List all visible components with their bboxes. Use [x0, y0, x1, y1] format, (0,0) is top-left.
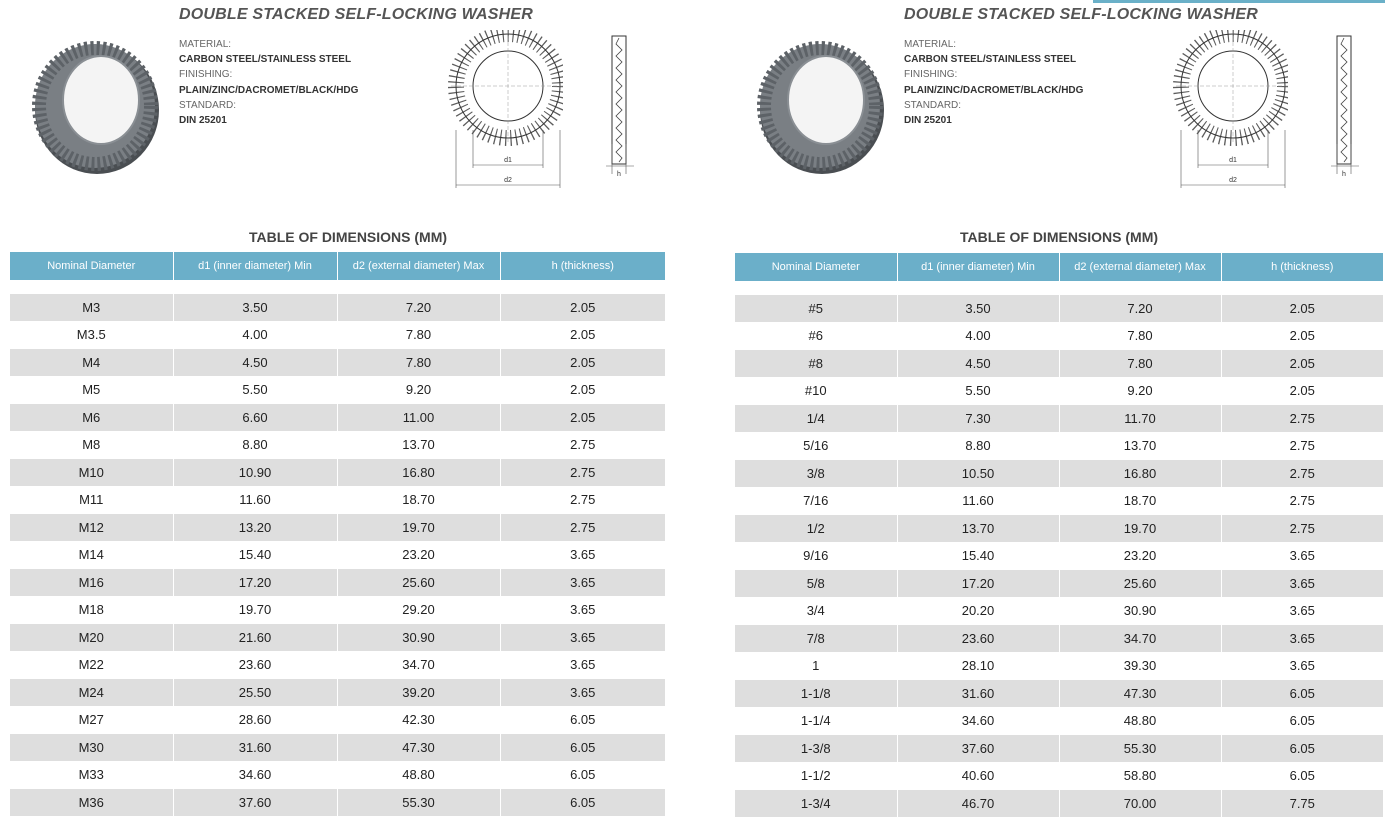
- washer-side-drawing: [1331, 34, 1363, 178]
- table-row: [735, 707, 1383, 735]
- d2-label: d2: [504, 177, 512, 184]
- cell-thickness: 3.65: [1221, 542, 1383, 570]
- table-row: [735, 597, 1383, 625]
- cell-thickness: 6.05: [1221, 680, 1383, 708]
- cell-inner-diameter: 4.00: [897, 322, 1059, 350]
- finishing-value: PLAIN/ZINC/DACROMET/BLACK/HDG: [179, 84, 359, 96]
- cell-nominal-diameter: 5/16: [735, 432, 897, 460]
- table-row: [10, 624, 665, 652]
- material-label: MATERIAL:: [904, 39, 957, 50]
- cell-nominal-diameter: M10: [10, 459, 173, 487]
- cell-thickness: 6.05: [500, 761, 665, 789]
- cell-external-diameter: 47.30: [337, 734, 500, 762]
- table-row: [735, 487, 1383, 515]
- cell-external-diameter: 23.20: [337, 541, 500, 569]
- column-header-external-diameter: d2 (external diameter) Max: [1059, 253, 1221, 281]
- table-row: [10, 294, 665, 322]
- cell-thickness: 2.05: [1221, 322, 1383, 350]
- material-value: CARBON STEEL/STAINLESS STEEL: [179, 54, 352, 66]
- cell-nominal-diameter: M3: [10, 294, 173, 322]
- dimensions-table: [735, 253, 1383, 818]
- table-row: [735, 405, 1383, 433]
- table-row: [735, 460, 1383, 488]
- inch-washer-panel: [735, 0, 1391, 832]
- table-row: [735, 377, 1383, 405]
- cell-inner-diameter: 25.50: [173, 679, 337, 707]
- cell-nominal-diameter: #5: [735, 295, 897, 323]
- table-row: [735, 790, 1383, 818]
- cell-external-diameter: 30.90: [1059, 597, 1221, 625]
- table-row: [735, 762, 1383, 790]
- table-row: [10, 569, 665, 597]
- finishing-label: FINISHING:: [179, 69, 233, 81]
- washer-front-drawing: [443, 30, 563, 190]
- cell-external-diameter: 34.70: [337, 651, 500, 679]
- cell-nominal-diameter: M3.5: [10, 321, 173, 349]
- metric-washer-panel: [10, 0, 670, 832]
- cell-thickness: 2.05: [1221, 295, 1383, 323]
- cell-thickness: 2.75: [1221, 432, 1383, 460]
- cell-inner-diameter: 10.90: [173, 459, 337, 487]
- cell-nominal-diameter: 1-1/4: [735, 707, 897, 735]
- cell-external-diameter: 48.80: [1059, 707, 1221, 735]
- cell-thickness: 3.65: [500, 596, 665, 624]
- cell-nominal-diameter: 5/8: [735, 570, 897, 598]
- cell-external-diameter: 13.70: [337, 431, 500, 459]
- cell-inner-diameter: 7.30: [897, 405, 1059, 433]
- table-spacer-row: [10, 280, 665, 294]
- cell-nominal-diameter: 1-3/4: [735, 790, 897, 818]
- cell-external-diameter: 29.20: [337, 596, 500, 624]
- cell-external-diameter: 55.30: [1059, 735, 1221, 763]
- cell-external-diameter: 58.80: [1059, 762, 1221, 790]
- table-row: [10, 761, 665, 789]
- table-row: [10, 459, 665, 487]
- cell-external-diameter: 7.80: [337, 321, 500, 349]
- cell-nominal-diameter: M30: [10, 734, 173, 762]
- cell-external-diameter: 42.30: [337, 706, 500, 734]
- cell-inner-diameter: 28.10: [897, 652, 1059, 680]
- cell-thickness: 2.75: [1221, 487, 1383, 515]
- cell-inner-diameter: 23.60: [173, 651, 337, 679]
- d1-label: d1: [504, 157, 512, 164]
- cell-external-diameter: 19.70: [337, 514, 500, 542]
- cell-thickness: 2.05: [1221, 350, 1383, 378]
- d2-label: d2: [1229, 177, 1237, 184]
- cell-nominal-diameter: 9/16: [735, 542, 897, 570]
- finishing-value: PLAIN/ZINC/DACROMET/BLACK/HDG: [904, 84, 1084, 96]
- cell-nominal-diameter: M14: [10, 541, 173, 569]
- washer-photo: [25, 28, 165, 178]
- column-header-thickness: h (thickness): [500, 252, 665, 280]
- cell-external-diameter: 13.70: [1059, 432, 1221, 460]
- cell-inner-diameter: 21.60: [173, 624, 337, 652]
- cell-nominal-diameter: 1-1/8: [735, 680, 897, 708]
- table-row: [735, 542, 1383, 570]
- cell-inner-diameter: 37.60: [897, 735, 1059, 763]
- cell-inner-diameter: 28.60: [173, 706, 337, 734]
- cell-external-diameter: 16.80: [337, 459, 500, 487]
- cell-nominal-diameter: M5: [10, 376, 173, 404]
- cell-thickness: 3.65: [1221, 625, 1383, 653]
- cell-nominal-diameter: M16: [10, 569, 173, 597]
- cell-external-diameter: 48.80: [337, 761, 500, 789]
- cell-thickness: 6.05: [1221, 707, 1383, 735]
- table-row: [10, 514, 665, 542]
- table-row: [735, 295, 1383, 323]
- finishing-label: FINISHING:: [904, 69, 958, 81]
- cell-thickness: 3.65: [500, 651, 665, 679]
- cell-inner-diameter: 10.50: [897, 460, 1059, 488]
- cell-nominal-diameter: M6: [10, 404, 173, 432]
- cell-external-diameter: 39.30: [1059, 652, 1221, 680]
- cell-nominal-diameter: 7/16: [735, 487, 897, 515]
- material-label: MATERIAL:: [179, 39, 232, 50]
- cell-thickness: 3.65: [500, 679, 665, 707]
- table-row: [735, 350, 1383, 378]
- table-row: [10, 321, 665, 349]
- cell-thickness: 3.65: [500, 541, 665, 569]
- column-header-nominal-diameter: Nominal Diameter: [10, 252, 173, 280]
- cell-nominal-diameter: M12: [10, 514, 173, 542]
- standard-label: STANDARD:: [904, 99, 962, 111]
- cell-inner-diameter: 31.60: [897, 680, 1059, 708]
- cell-nominal-diameter: M11: [10, 486, 173, 514]
- cell-nominal-diameter: 1: [735, 652, 897, 680]
- cell-external-diameter: 7.20: [337, 294, 500, 322]
- standard-value: DIN 25201: [904, 115, 952, 127]
- cell-thickness: 2.75: [500, 431, 665, 459]
- cell-nominal-diameter: 1-3/8: [735, 735, 897, 763]
- table-row: [735, 322, 1383, 350]
- cell-nominal-diameter: #8: [735, 350, 897, 378]
- cell-inner-diameter: 37.60: [173, 789, 337, 817]
- cell-external-diameter: 47.30: [1059, 680, 1221, 708]
- cell-inner-diameter: 5.50: [897, 377, 1059, 405]
- table-row: [735, 570, 1383, 598]
- cell-inner-diameter: 34.60: [897, 707, 1059, 735]
- dimensions-table: [10, 252, 665, 817]
- cell-inner-diameter: 4.50: [173, 349, 337, 377]
- cell-nominal-diameter: M18: [10, 596, 173, 624]
- h-label: h: [1342, 171, 1346, 178]
- cell-nominal-diameter: 1-1/2: [735, 762, 897, 790]
- cell-thickness: 2.75: [1221, 515, 1383, 543]
- cell-inner-diameter: 4.00: [173, 321, 337, 349]
- table-row: [10, 376, 665, 404]
- cell-thickness: 3.65: [500, 569, 665, 597]
- cell-external-diameter: 9.20: [1059, 377, 1221, 405]
- table-row: [10, 404, 665, 432]
- table-header-row: [10, 252, 665, 280]
- table-row: [10, 486, 665, 514]
- cell-external-diameter: 7.80: [1059, 322, 1221, 350]
- cell-nominal-diameter: M33: [10, 761, 173, 789]
- table-row: [735, 515, 1383, 543]
- cell-inner-diameter: 8.80: [173, 431, 337, 459]
- standard-label: STANDARD:: [179, 99, 237, 111]
- cell-thickness: 6.05: [500, 706, 665, 734]
- washer-side-drawing: [606, 34, 638, 178]
- cell-inner-diameter: 19.70: [173, 596, 337, 624]
- cell-external-diameter: 11.70: [1059, 405, 1221, 433]
- cell-nominal-diameter: #6: [735, 322, 897, 350]
- column-header-inner-diameter: d1 (inner diameter) Min: [173, 252, 337, 280]
- cell-nominal-diameter: 7/8: [735, 625, 897, 653]
- cell-inner-diameter: 8.80: [897, 432, 1059, 460]
- column-header-thickness: h (thickness): [1221, 253, 1383, 281]
- cell-external-diameter: 23.20: [1059, 542, 1221, 570]
- cell-nominal-diameter: 1/2: [735, 515, 897, 543]
- cell-thickness: 2.75: [500, 486, 665, 514]
- column-header-nominal-diameter: Nominal Diameter: [735, 253, 897, 281]
- cell-thickness: 3.65: [1221, 570, 1383, 598]
- cell-inner-diameter: 20.20: [897, 597, 1059, 625]
- cell-external-diameter: 34.70: [1059, 625, 1221, 653]
- cell-external-diameter: 70.00: [1059, 790, 1221, 818]
- table-row: [735, 625, 1383, 653]
- cell-nominal-diameter: M20: [10, 624, 173, 652]
- cell-thickness: 3.65: [500, 624, 665, 652]
- cell-nominal-diameter: M27: [10, 706, 173, 734]
- cell-external-diameter: 19.70: [1059, 515, 1221, 543]
- table-row: [735, 735, 1383, 763]
- cell-nominal-diameter: M4: [10, 349, 173, 377]
- cell-external-diameter: 25.60: [337, 569, 500, 597]
- cell-external-diameter: 18.70: [337, 486, 500, 514]
- product-title: DOUBLE STACKED SELF-LOCKING WASHER: [179, 6, 534, 23]
- cell-inner-diameter: 6.60: [173, 404, 337, 432]
- table-spacer-row: [735, 281, 1383, 295]
- cell-thickness: 2.75: [500, 459, 665, 487]
- cell-external-diameter: 7.80: [337, 349, 500, 377]
- table-row: [10, 789, 665, 817]
- cell-thickness: 6.05: [500, 734, 665, 762]
- washer-front-drawing: [1168, 30, 1288, 190]
- cell-thickness: 2.05: [1221, 377, 1383, 405]
- cell-thickness: 2.05: [500, 404, 665, 432]
- cell-thickness: 6.05: [500, 789, 665, 817]
- cell-inner-diameter: 5.50: [173, 376, 337, 404]
- table-row: [10, 431, 665, 459]
- column-header-inner-diameter: d1 (inner diameter) Min: [897, 253, 1059, 281]
- cell-inner-diameter: 31.60: [173, 734, 337, 762]
- h-label: h: [617, 171, 621, 178]
- standard-value: DIN 25201: [179, 115, 227, 127]
- table-row: [10, 734, 665, 762]
- cell-nominal-diameter: #10: [735, 377, 897, 405]
- d1-label: d1: [1229, 157, 1237, 164]
- cell-nominal-diameter: 3/4: [735, 597, 897, 625]
- cell-external-diameter: 39.20: [337, 679, 500, 707]
- cell-thickness: 2.75: [1221, 460, 1383, 488]
- product-title: DOUBLE STACKED SELF-LOCKING WASHER: [904, 6, 1259, 23]
- cell-inner-diameter: 4.50: [897, 350, 1059, 378]
- cell-external-diameter: 16.80: [1059, 460, 1221, 488]
- cell-thickness: 7.75: [1221, 790, 1383, 818]
- cell-external-diameter: 9.20: [337, 376, 500, 404]
- cell-thickness: 2.75: [1221, 405, 1383, 433]
- cell-inner-diameter: 11.60: [897, 487, 1059, 515]
- cell-thickness: 3.65: [1221, 597, 1383, 625]
- product-specs: [904, 37, 1083, 128]
- cell-external-diameter: 25.60: [1059, 570, 1221, 598]
- table-row: [10, 706, 665, 734]
- cell-thickness: 2.05: [500, 294, 665, 322]
- cell-nominal-diameter: M8: [10, 431, 173, 459]
- cell-inner-diameter: 17.20: [897, 570, 1059, 598]
- cell-inner-diameter: 13.20: [173, 514, 337, 542]
- cell-external-diameter: 7.80: [1059, 350, 1221, 378]
- table-row: [10, 596, 665, 624]
- material-value: CARBON STEEL/STAINLESS STEEL: [904, 54, 1077, 66]
- table-row: [735, 432, 1383, 460]
- cell-external-diameter: 11.00: [337, 404, 500, 432]
- column-header-external-diameter: d2 (external diameter) Max: [337, 252, 500, 280]
- table-caption: TABLE OF DIMENSIONS (MM): [959, 229, 1159, 245]
- cell-thickness: 3.65: [1221, 652, 1383, 680]
- washer-photo: [750, 28, 890, 178]
- cell-thickness: 2.05: [500, 376, 665, 404]
- table-row: [10, 349, 665, 377]
- table-row: [735, 680, 1383, 708]
- cell-thickness: 2.05: [500, 349, 665, 377]
- cell-thickness: 2.75: [500, 514, 665, 542]
- table-caption: TABLE OF DIMENSIONS (MM): [248, 229, 448, 245]
- product-specs: [179, 37, 358, 128]
- cell-inner-diameter: 23.60: [897, 625, 1059, 653]
- cell-external-diameter: 55.30: [337, 789, 500, 817]
- table-row: [735, 652, 1383, 680]
- table-row: [10, 679, 665, 707]
- cell-external-diameter: 18.70: [1059, 487, 1221, 515]
- cell-external-diameter: 7.20: [1059, 295, 1221, 323]
- table-row: [10, 651, 665, 679]
- cell-nominal-diameter: M36: [10, 789, 173, 817]
- cell-inner-diameter: 3.50: [897, 295, 1059, 323]
- cell-thickness: 6.05: [1221, 762, 1383, 790]
- table-header-row: [735, 253, 1383, 281]
- cell-thickness: 2.05: [500, 321, 665, 349]
- cell-inner-diameter: 3.50: [173, 294, 337, 322]
- cell-inner-diameter: 13.70: [897, 515, 1059, 543]
- cell-nominal-diameter: 1/4: [735, 405, 897, 433]
- cell-external-diameter: 30.90: [337, 624, 500, 652]
- cell-inner-diameter: 34.60: [173, 761, 337, 789]
- cell-inner-diameter: 11.60: [173, 486, 337, 514]
- cell-inner-diameter: 15.40: [897, 542, 1059, 570]
- cell-nominal-diameter: 3/8: [735, 460, 897, 488]
- cell-inner-diameter: 17.20: [173, 569, 337, 597]
- cell-nominal-diameter: M24: [10, 679, 173, 707]
- cell-inner-diameter: 46.70: [897, 790, 1059, 818]
- table-row: [10, 541, 665, 569]
- cell-inner-diameter: 15.40: [173, 541, 337, 569]
- cell-thickness: 6.05: [1221, 735, 1383, 763]
- cell-nominal-diameter: M22: [10, 651, 173, 679]
- cell-inner-diameter: 40.60: [897, 762, 1059, 790]
